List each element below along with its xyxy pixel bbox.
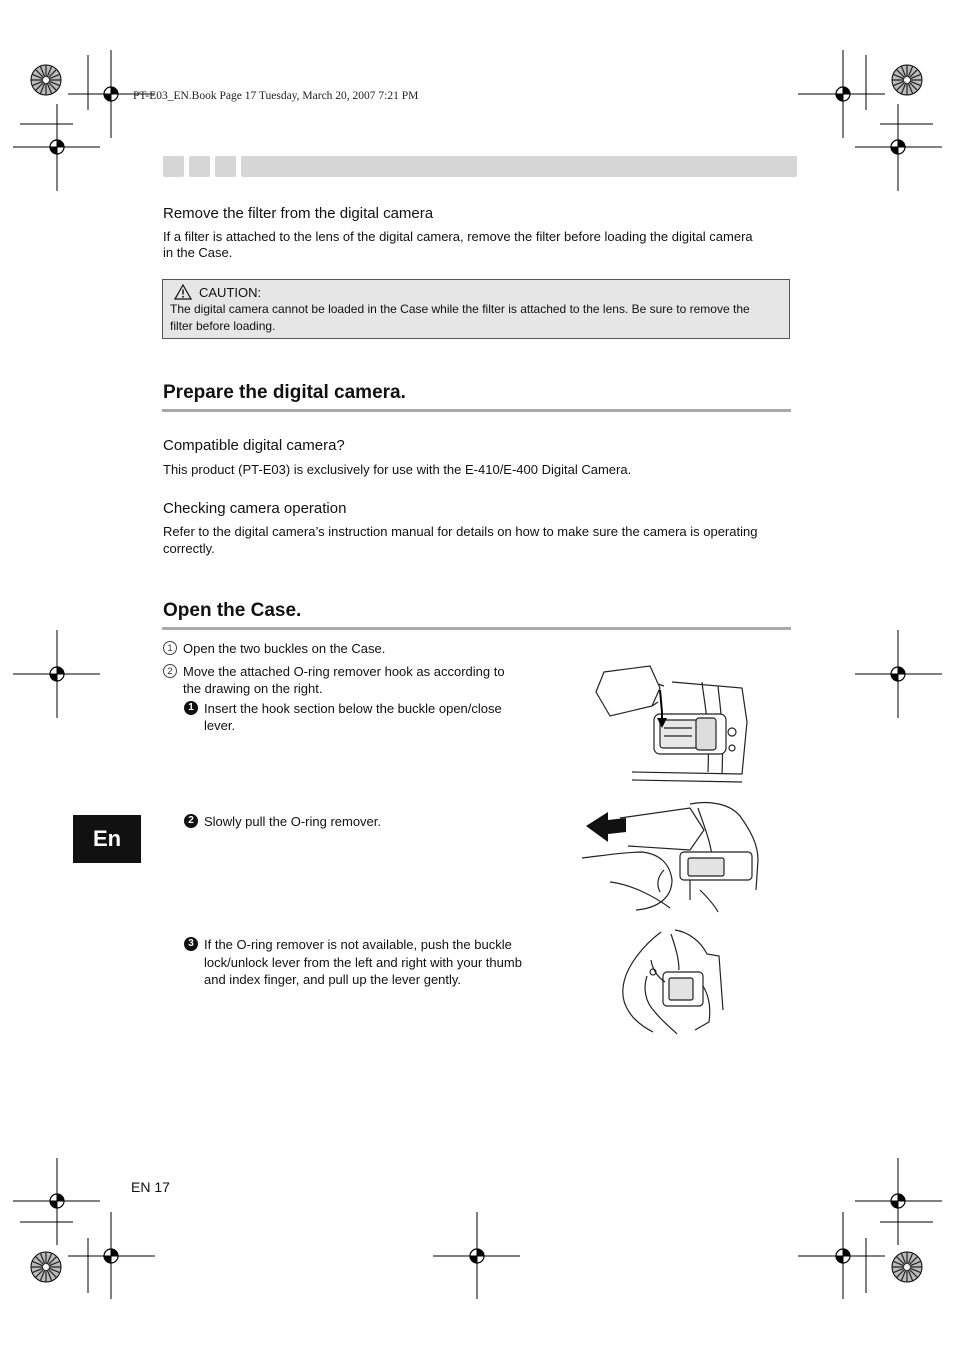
checking-heading: Checking camera operation [163, 500, 347, 517]
substep3-line3: and index finger, and pull up the lever gently. [204, 972, 462, 987]
caution-line2: filter before loading. [170, 318, 276, 333]
caution-text [170, 301, 782, 334]
caution-title: CAUTION: [199, 285, 262, 300]
hook-insert-illustration [592, 662, 757, 787]
step1-text: Open the two buckles on the Case. [183, 641, 386, 656]
page-number: EN 17 [131, 1179, 170, 1195]
checking-body-line2: correctly. [163, 541, 215, 556]
caution-line1: The digital camera cannot be loaded in the Case while the filter is attached to the lens. Be sure to remove the [170, 302, 750, 316]
substep1-line2: lever. [204, 718, 236, 733]
open-heading: Open the Case. [163, 600, 302, 621]
caution-box [162, 279, 790, 339]
filter-heading: Remove the filter from the digital camera [163, 205, 434, 222]
header-bar-square [215, 156, 236, 177]
section-rule [162, 627, 791, 630]
step2-line1: Move the attached O-ring remover hook as according to [183, 664, 505, 679]
prepare-heading: Prepare the digital camera. [163, 382, 406, 403]
pull-remover-illustration [580, 800, 770, 915]
finger-push-illustration [615, 926, 730, 1038]
filter-body-line2: in the Case. [163, 245, 233, 260]
print-header: PT-E03_EN.Book Page 17 Tuesday, March 20, 2007 7:21 PM [133, 90, 419, 102]
substep-number: 3 [184, 937, 198, 951]
header-bar-square [189, 156, 210, 177]
warning-triangle-icon [174, 284, 192, 300]
substep-number: 1 [184, 701, 198, 715]
substep3-line1: If the O-ring remover is not available, push the buckle [204, 937, 512, 952]
filter-body-line1: If a filter is attached to the lens of the digital camera, remove the filter before loading the digital camera [163, 229, 753, 244]
substep2-line1: Slowly pull the O-ring remover. [204, 814, 382, 829]
checking-body-line1: Refer to the digital camera’s instruction manual for details on how to make sure the camera is operating [163, 524, 758, 539]
substep3-line2: lock/unlock lever from the left and right with your thumb [204, 955, 522, 970]
header-bar [241, 156, 797, 177]
step-number: 1 [163, 641, 177, 655]
language-tab: En [73, 815, 141, 863]
substep1-line1: Insert the hook section below the buckle open/close [204, 701, 502, 716]
step2-line2: the drawing on the right. [183, 681, 323, 696]
substep-number: 2 [184, 814, 198, 828]
section-rule [162, 409, 791, 412]
header-bar-square [163, 156, 184, 177]
compatible-body: This product (PT-E03) is exclusively for use with the E-410/E-400 Digital Camera. [163, 462, 632, 477]
step-number: 2 [163, 664, 177, 678]
compatible-heading: Compatible digital camera? [163, 437, 345, 454]
